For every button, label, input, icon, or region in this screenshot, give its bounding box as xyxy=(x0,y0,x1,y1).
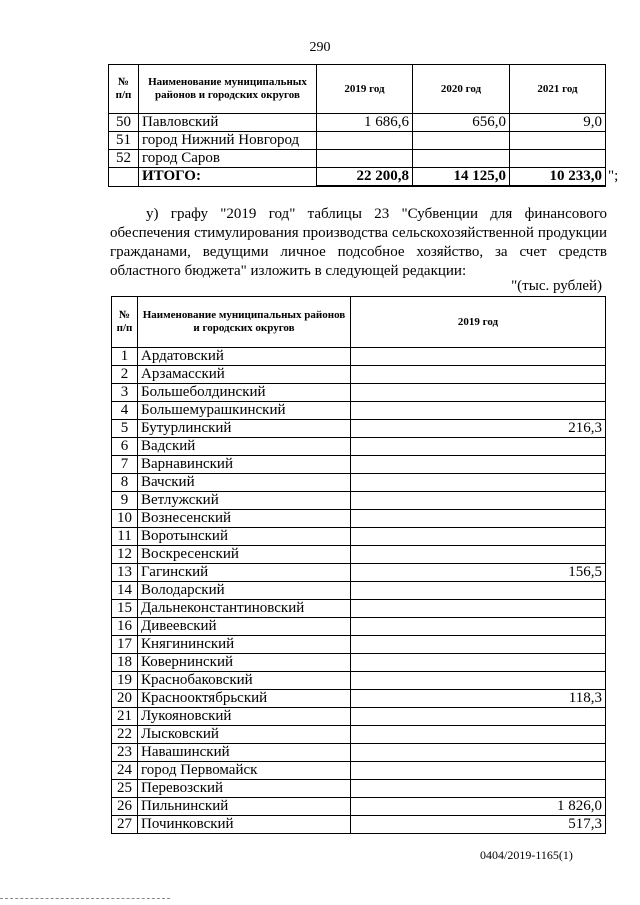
row-name: Большеболдинский xyxy=(138,384,351,402)
row-value-2019 xyxy=(351,474,606,492)
row-value-2019 xyxy=(317,132,413,150)
col-header-number: № п/п xyxy=(112,297,138,348)
row-value-2019 xyxy=(351,654,606,672)
units-label: "(тыс. рублей) xyxy=(511,278,602,294)
table-row xyxy=(112,564,606,582)
table-header-row xyxy=(109,65,606,114)
table-header-row xyxy=(112,297,606,348)
row-value-2019 xyxy=(351,744,606,762)
row-value-2019: 1 686,6 xyxy=(317,114,413,132)
footer-divider xyxy=(0,898,170,899)
row-number: 1 xyxy=(112,348,138,366)
row-name: Пильнинский xyxy=(138,798,351,816)
row-number: 26 xyxy=(112,798,138,816)
row-name: город Первомайск xyxy=(138,762,351,780)
row-number: 50 xyxy=(109,114,139,132)
row-number: 17 xyxy=(112,636,138,654)
col-header-2020: 2020 год xyxy=(413,65,510,114)
row-value-2019 xyxy=(351,492,606,510)
col-header-number: № п/п xyxy=(109,65,139,114)
col-header-2019: 2019 год xyxy=(317,65,413,114)
table-row xyxy=(112,780,606,798)
row-number: 6 xyxy=(112,438,138,456)
col-header-name: Наименование муниципальных районов и городских округов xyxy=(138,297,351,348)
row-number: 11 xyxy=(112,528,138,546)
table-row xyxy=(112,618,606,636)
closing-quote: "; xyxy=(608,168,619,184)
row-value-2019: 156,5 xyxy=(351,564,606,582)
row-value-2019 xyxy=(351,618,606,636)
row-number: 23 xyxy=(112,744,138,762)
page-number: 290 xyxy=(309,40,331,55)
row-value-2021 xyxy=(510,132,606,150)
row-name: Вознесенский xyxy=(138,510,351,528)
row-number: 16 xyxy=(112,618,138,636)
table-row xyxy=(112,474,606,492)
row-name: Лукояновский xyxy=(138,708,351,726)
row-name: Павловский xyxy=(139,114,317,132)
row-number: 9 xyxy=(112,492,138,510)
col-header-name: Наименование муниципальных районов и городских округов xyxy=(139,65,317,114)
table-row xyxy=(112,762,606,780)
row-value-2019 xyxy=(351,600,606,618)
table-row xyxy=(112,402,606,420)
row-name: Воскресенский xyxy=(138,546,351,564)
row-name: Вадский xyxy=(138,438,351,456)
row-number: 18 xyxy=(112,654,138,672)
col-header-2021: 2021 год xyxy=(510,65,606,114)
row-number: 22 xyxy=(112,726,138,744)
row-value-2019 xyxy=(351,384,606,402)
row-name: Краснобаковский xyxy=(138,672,351,690)
row-name: Лысковский xyxy=(138,726,351,744)
row-name: Варнавинский xyxy=(138,456,351,474)
table-row xyxy=(109,114,606,132)
row-name: город Саров xyxy=(139,150,317,168)
row-value-2021: 9,0 xyxy=(510,114,606,132)
row-value-2021 xyxy=(510,150,606,168)
row-number: 52 xyxy=(109,150,139,168)
total-label: ИТОГО: xyxy=(139,168,317,187)
row-value-2019 xyxy=(351,708,606,726)
row-value-2019 xyxy=(351,438,606,456)
table-row xyxy=(112,528,606,546)
row-value-2019 xyxy=(351,348,606,366)
row-number: 14 xyxy=(112,582,138,600)
table-row xyxy=(112,708,606,726)
row-number: 10 xyxy=(112,510,138,528)
subsidy-table-continuation xyxy=(108,64,606,187)
total-value-2019: 22 200,8 xyxy=(317,168,413,187)
row-name: Дальнеконстантиновский xyxy=(138,600,351,618)
row-number: 15 xyxy=(112,600,138,618)
row-value-2019 xyxy=(351,510,606,528)
row-value-2019: 517,3 xyxy=(351,816,606,834)
row-name: Ветлужский xyxy=(138,492,351,510)
total-number-cell xyxy=(109,168,139,187)
table-row xyxy=(112,510,606,528)
table-row xyxy=(112,366,606,384)
table-row xyxy=(112,438,606,456)
row-number: 2 xyxy=(112,366,138,384)
table-row xyxy=(112,384,606,402)
document-code: 0404/2019-1165(1) xyxy=(480,848,573,862)
row-value-2019 xyxy=(351,366,606,384)
row-name: Володарский xyxy=(138,582,351,600)
row-value-2019: 118,3 xyxy=(351,690,606,708)
row-name: Воротынский xyxy=(138,528,351,546)
row-value-2019 xyxy=(351,780,606,798)
row-name: город Нижний Новгород xyxy=(139,132,317,150)
row-number: 51 xyxy=(109,132,139,150)
row-value-2019 xyxy=(351,528,606,546)
row-number: 21 xyxy=(112,708,138,726)
row-value-2019 xyxy=(351,546,606,564)
table-row xyxy=(112,456,606,474)
row-name: Ардатовский xyxy=(138,348,351,366)
row-number: 24 xyxy=(112,762,138,780)
row-name: Дивеевский xyxy=(138,618,351,636)
row-value-2020: 656,0 xyxy=(413,114,510,132)
table-row xyxy=(112,744,606,762)
row-value-2019 xyxy=(351,762,606,780)
row-number: 25 xyxy=(112,780,138,798)
total-value-2020: 14 125,0 xyxy=(413,168,510,187)
row-number: 7 xyxy=(112,456,138,474)
row-number: 19 xyxy=(112,672,138,690)
row-number: 20 xyxy=(112,690,138,708)
table-row xyxy=(112,546,606,564)
row-value-2019 xyxy=(351,582,606,600)
row-value-2019 xyxy=(351,456,606,474)
row-name: Вачский xyxy=(138,474,351,492)
row-value-2019: 1 826,0 xyxy=(351,798,606,816)
row-number: 5 xyxy=(112,420,138,438)
row-name: Починковский xyxy=(138,816,351,834)
row-value-2019 xyxy=(317,150,413,168)
row-value-2019 xyxy=(351,636,606,654)
table-row xyxy=(112,816,606,834)
row-number: 12 xyxy=(112,546,138,564)
row-number: 4 xyxy=(112,402,138,420)
row-name: Ковернинский xyxy=(138,654,351,672)
row-name: Арзамасский xyxy=(138,366,351,384)
amendment-paragraph xyxy=(110,205,607,281)
row-value-2019 xyxy=(351,402,606,420)
table-row xyxy=(112,420,606,438)
table-row xyxy=(109,132,606,150)
table-row xyxy=(112,798,606,816)
table-row xyxy=(112,726,606,744)
table-row xyxy=(112,492,606,510)
subvention-table-23 xyxy=(111,296,606,834)
row-value-2019 xyxy=(351,726,606,744)
total-value-2021: 10 233,0 xyxy=(510,168,606,187)
table-row xyxy=(112,582,606,600)
table-row xyxy=(112,690,606,708)
row-name: Навашинский xyxy=(138,744,351,762)
row-name: Большемурашкинский xyxy=(138,402,351,420)
total-row xyxy=(109,168,606,187)
row-number: 3 xyxy=(112,384,138,402)
row-name: Княгининский xyxy=(138,636,351,654)
table-row xyxy=(109,150,606,168)
row-value-2020 xyxy=(413,150,510,168)
row-name: Краснооктябрьский xyxy=(138,690,351,708)
row-name: Гагинский xyxy=(138,564,351,582)
col-header-2019: 2019 год xyxy=(351,297,606,348)
table-row xyxy=(112,654,606,672)
table-row xyxy=(112,636,606,654)
amendment-text: у) графу "2019 год" таблицы 23 "Субвенции для финансового обеспечения стимулирования производства сельскохозяйственной продукции гражданами, ведущими личное подсобное хозяйство, за счет средств областного бюджета" изложить в следующей редакции: xyxy=(110,206,607,279)
row-number: 27 xyxy=(112,816,138,834)
row-name: Бутурлинский xyxy=(138,420,351,438)
table-row xyxy=(112,348,606,366)
table-row xyxy=(112,672,606,690)
row-value-2019 xyxy=(351,672,606,690)
row-value-2019: 216,3 xyxy=(351,420,606,438)
table-row xyxy=(112,600,606,618)
row-number: 8 xyxy=(112,474,138,492)
row-value-2020 xyxy=(413,132,510,150)
row-number: 13 xyxy=(112,564,138,582)
row-name: Перевозский xyxy=(138,780,351,798)
